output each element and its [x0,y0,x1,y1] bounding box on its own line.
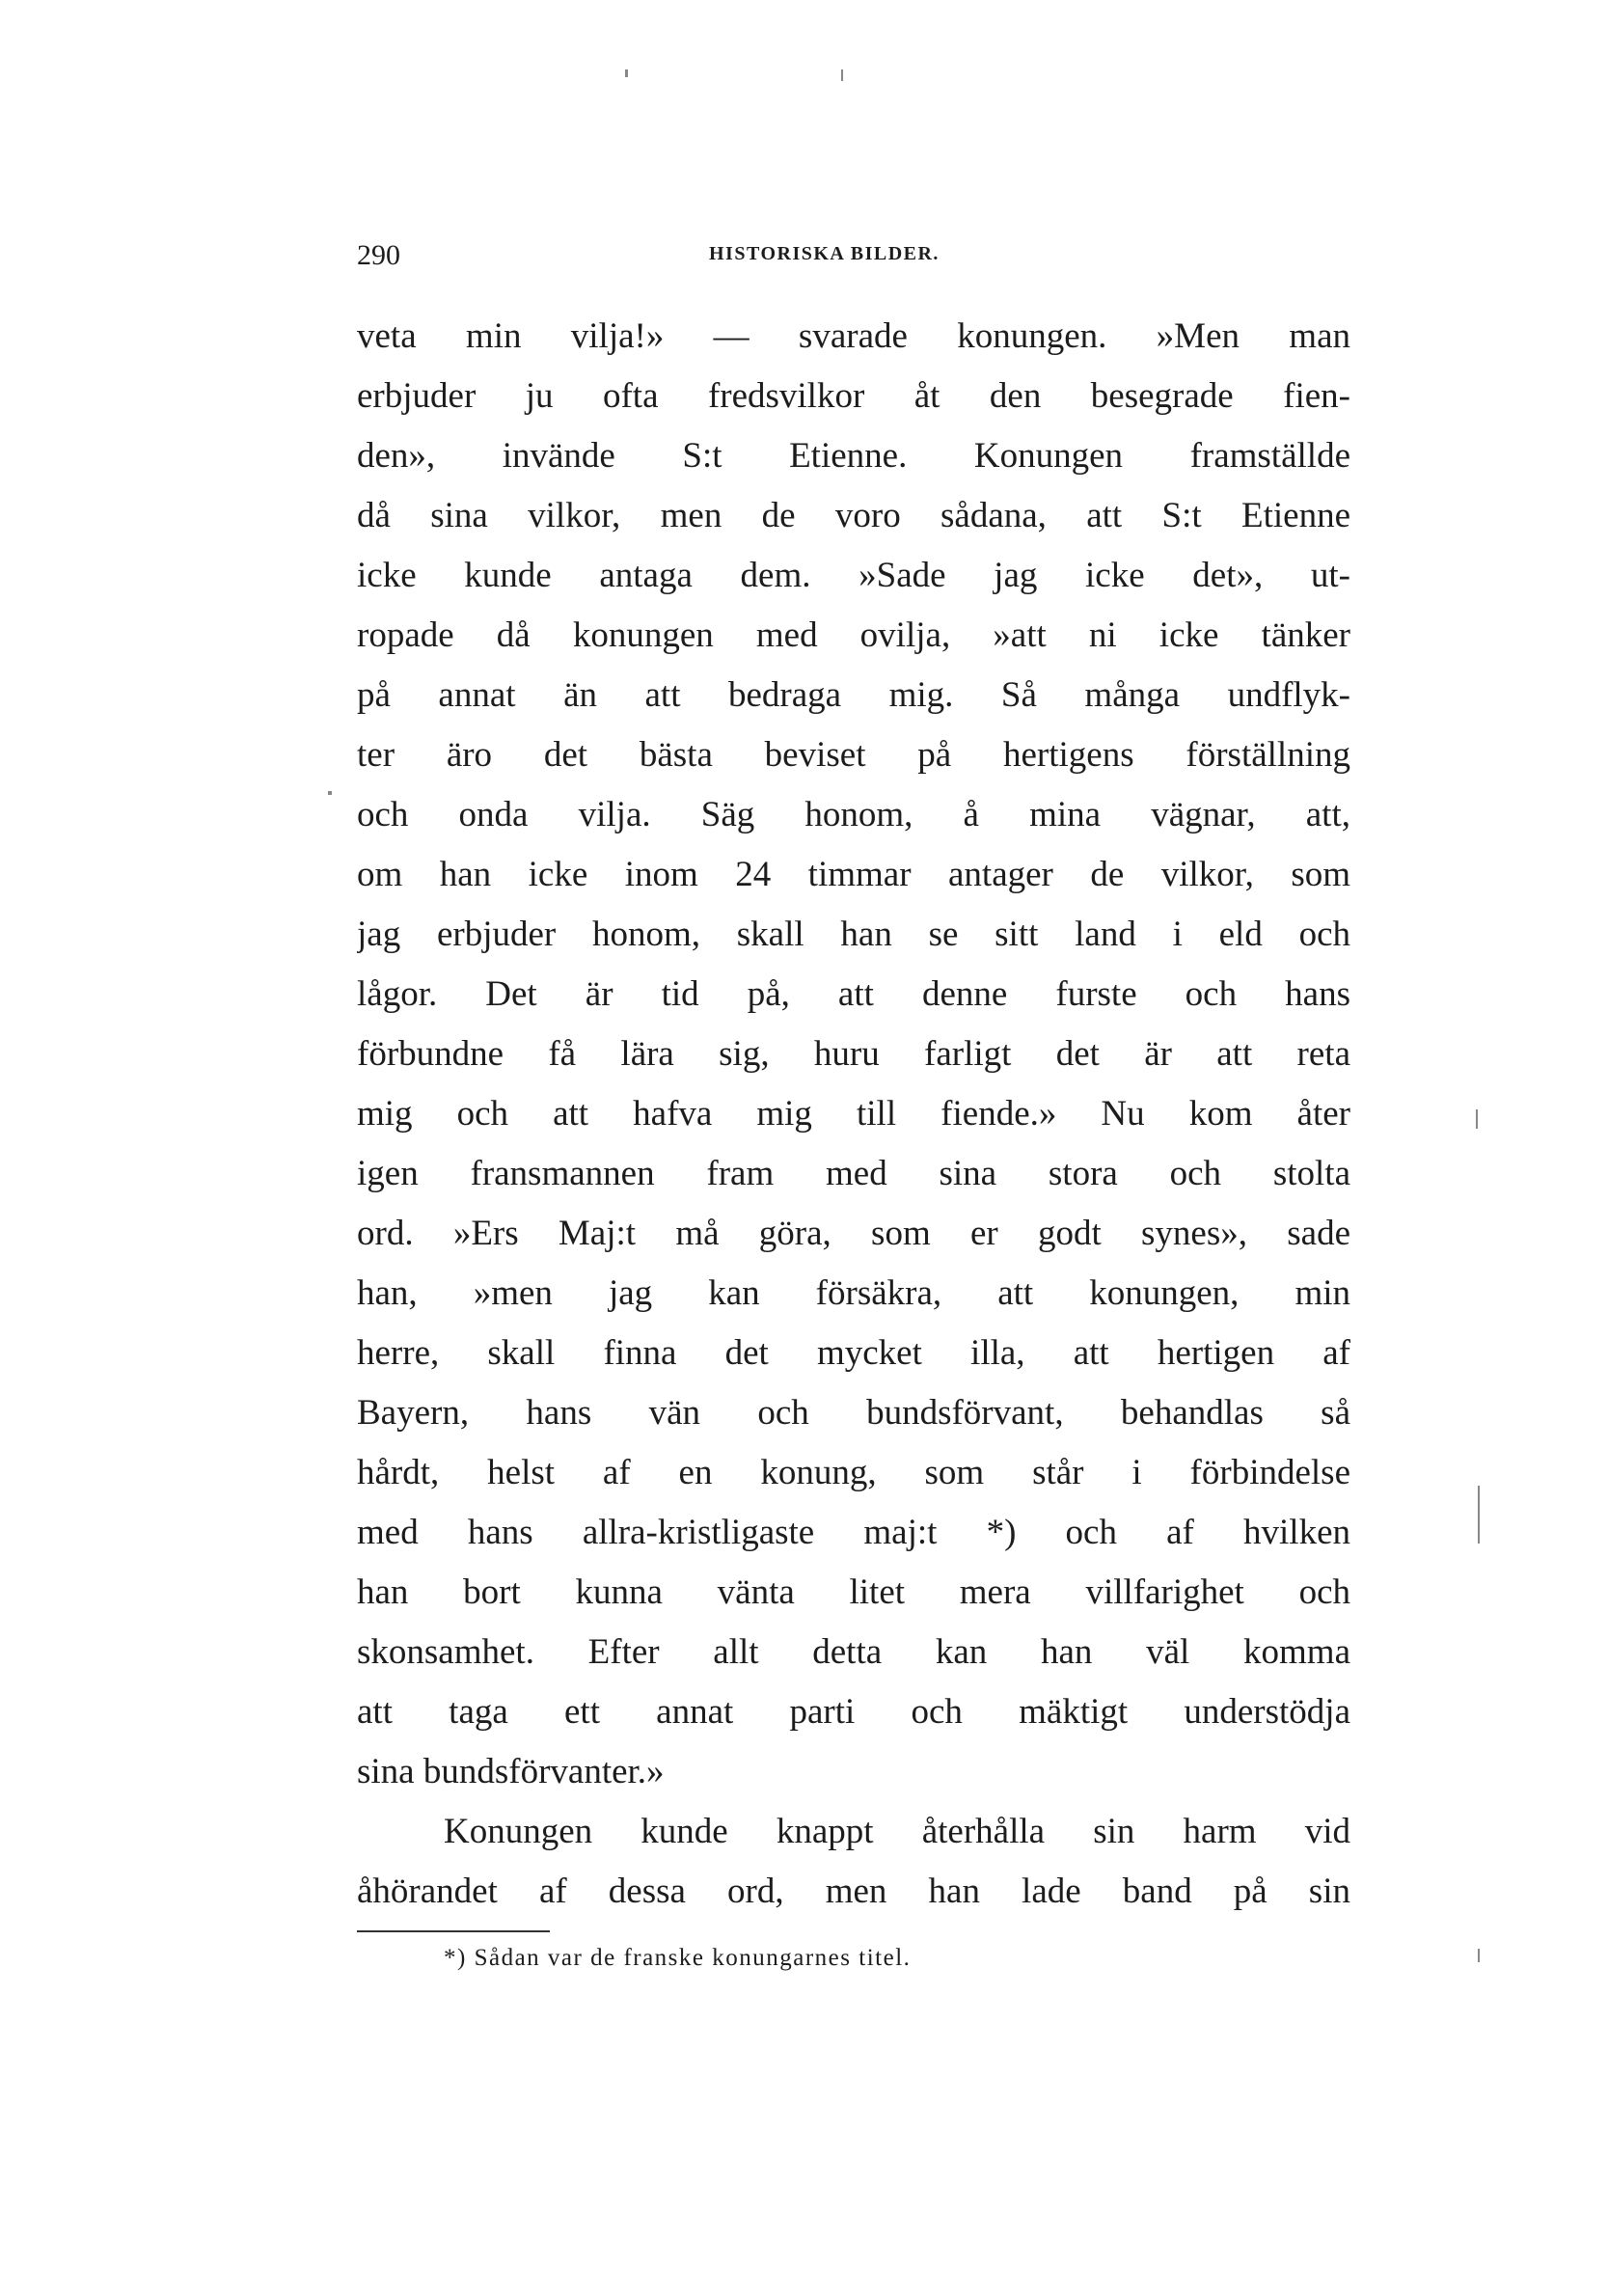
text-line: Bayern, hans vän och bundsförvant, behandlas så [357,1393,1350,1433]
text-line: icke kunde antaga dem. »Sade jag icke det», ut- [357,556,1350,595]
text-line: och onda vilja. Säg honom, å mina vägnar, att, [357,795,1350,834]
text-line: hårdt, helst af en konung, som står i förbindelse [357,1453,1350,1492]
scan-speck [1478,1949,1480,1962]
text-line: mig och att hafva mig till fiende.» Nu kom åter [357,1094,1350,1134]
text-line: erbjuder ju ofta fredsvilkor åt den besegrade fien- [357,376,1350,416]
scan-speck [625,69,628,77]
text-line: igen fransmannen fram med sina stora och stolta [357,1154,1350,1193]
text-line: om han icke inom 24 timmar antager de vilkor, som [357,855,1350,894]
page-header [357,239,1350,278]
text-line: han, »men jag kan försäkra, att konungen, min [357,1273,1350,1313]
text-line: jag erbjuder honom, skall han se sitt land i eld och [357,915,1350,954]
text-line: veta min vilja!» — svarade konungen. »Men man [357,316,1350,356]
scan-speck [1478,1486,1480,1544]
text-line: då sina vilkor, men de voro sådana, att S:t Etienne [357,496,1350,535]
scan-speck [841,69,843,81]
text-line: sina bundsförvanter.» [357,1752,665,1791]
footnote-rule [357,1930,550,1932]
text-line: skonsamhet. Efter allt detta kan han väl komma [357,1632,1350,1672]
text-line: ter äro det bästa beviset på hertigens förställning [357,735,1350,775]
text-line: lågor. Det är tid på, att denne furste och hans [357,974,1350,1014]
text-line: förbundne få lära sig, huru farligt det är att reta [357,1034,1350,1074]
running-head: HISTORISKA BILDER. [709,243,940,264]
footnote: *) Sådan var de franske konungarnes titel. [444,1945,912,1971]
text-line: att taga ett annat parti och mäktigt understödja [357,1692,1350,1732]
text-line: med hans allra-kristligaste maj:t *) och af hvilken [357,1513,1350,1552]
text-line: ord. »Ers Maj:t må göra, som er godt synes», sade [357,1214,1350,1253]
text-line: den», invände S:t Etienne. Konungen framställde [357,436,1350,476]
body-text [357,307,1350,1922]
page-number: 290 [357,239,400,271]
text-line: ropade då konungen med ovilja, »att ni icke tänker [357,615,1350,655]
text-line: åhörandet af dessa ord, men han lade band på sin [357,1872,1350,1911]
text-line: herre, skall finna det mycket illa, att hertigen af [357,1333,1350,1373]
text-line: han bort kunna vänta litet mera villfarighet och [357,1572,1350,1612]
text-line: på annat än att bedraga mig. Så många undflyk- [357,675,1350,715]
scan-speck [1476,1109,1478,1129]
text-line: Konungen kunde knappt återhålla sin harm vid [444,1812,1350,1851]
scan-speck [328,791,332,795]
